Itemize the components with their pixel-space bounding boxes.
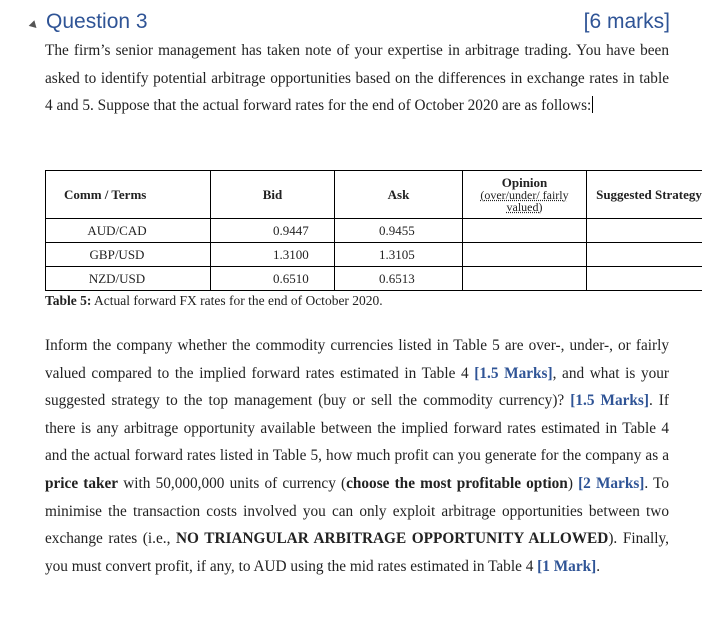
question-title: Question 3 — [46, 10, 148, 33]
caption-label: Table 5: — [45, 293, 92, 308]
text-cursor — [592, 96, 593, 113]
instructions-paragraph[interactable] — [45, 332, 669, 580]
cell-bid[interactable]: 1.3100 — [211, 243, 335, 267]
question-marks: [6 marks] — [583, 10, 670, 33]
cell-bid[interactable]: 0.9447 — [211, 219, 335, 243]
header-opinion-sub: (over/under/ fairly valued) — [480, 188, 569, 214]
cell-opinion[interactable] — [463, 219, 587, 243]
table-caption — [45, 293, 383, 309]
instr-text: with 50,000,000 units of currency ( — [118, 474, 347, 492]
instr-text: . — [596, 557, 601, 575]
cell-ask[interactable]: 0.6513 — [335, 267, 463, 291]
marks-label: [1 Mark] — [537, 557, 597, 575]
emphasis-text: NO TRIANGULAR ARBITRAGE OPPORTUNITY ALLOWED — [175, 530, 609, 548]
header-bid: Bid — [211, 171, 335, 219]
emphasis-text: price taker — [45, 474, 119, 492]
cell-comm[interactable]: AUD/CAD — [46, 219, 211, 243]
question-header — [30, 10, 670, 38]
cell-comm[interactable]: GBP/USD — [46, 243, 211, 267]
cell-comm[interactable]: NZD/USD — [46, 267, 211, 291]
cell-ask[interactable]: 1.3105 — [335, 243, 463, 267]
table-header-row — [46, 171, 702, 219]
cell-strategy[interactable] — [587, 267, 702, 291]
marks-label: [2 Marks] — [578, 474, 645, 492]
instr-text: ). Finally, you must convert profit, if any, to AUD using the mid rates estimated in Table 4 — [45, 530, 669, 575]
emphasis-text: choose the most profitable option — [346, 474, 568, 492]
instr-text: Inform the company whether the commodity currencies listed in Table 5 are over-, under-, or fairly valued compared to the implied forward rates estimated in Table 4 — [45, 337, 669, 382]
table-row — [46, 219, 702, 243]
caption-text: Actual forward FX rates for the end of October 2020. — [91, 293, 383, 308]
cell-strategy[interactable] — [587, 219, 702, 243]
instr-text: . To minimise the transaction costs involved you can only exploit arbitrage opportunities between two exchange rates (i.e., — [45, 474, 670, 548]
header-opinion-label: Opinion — [501, 175, 548, 190]
cell-bid[interactable]: 0.6510 — [211, 267, 335, 291]
fx-rates-table — [45, 170, 702, 291]
cell-strategy[interactable] — [587, 243, 702, 267]
instr-text: . If there is any arbitrage opportunity available between the implied forward rates estimated in Table 4 and the actual forward rates listed in Table 5, how much profit can you generate for the company as a — [45, 392, 669, 465]
cell-opinion[interactable] — [463, 243, 587, 267]
marks-label: [1.5 Marks] — [474, 364, 553, 382]
instr-text: , and what is your suggested strategy to the top management (buy or sell the commodity currency)? — [45, 364, 669, 410]
cell-ask[interactable]: 0.9455 — [335, 219, 463, 243]
collapse-triangle-icon[interactable] — [29, 20, 40, 31]
cell-opinion[interactable] — [463, 267, 587, 291]
header-comm: Comm / Terms — [46, 171, 211, 219]
marks-label: [1.5 Marks] — [570, 392, 649, 410]
header-ask: Ask — [335, 171, 463, 219]
intro-text: The firm’s senior management has taken note of your expertise in arbitrage trading. You have been asked to identify potential arbitrage opportunities based on the differences in exchange rates in table 4 and 5. Suppose that the actual forward rates for the end of October 2020 are as follows: — [45, 42, 669, 114]
intro-paragraph[interactable] — [45, 37, 669, 120]
header-opinion — [463, 171, 587, 219]
table-row — [46, 267, 702, 291]
header-strategy: Suggested Strategy — [587, 171, 702, 219]
table-row — [46, 243, 702, 267]
instr-text: ) — [567, 474, 579, 492]
